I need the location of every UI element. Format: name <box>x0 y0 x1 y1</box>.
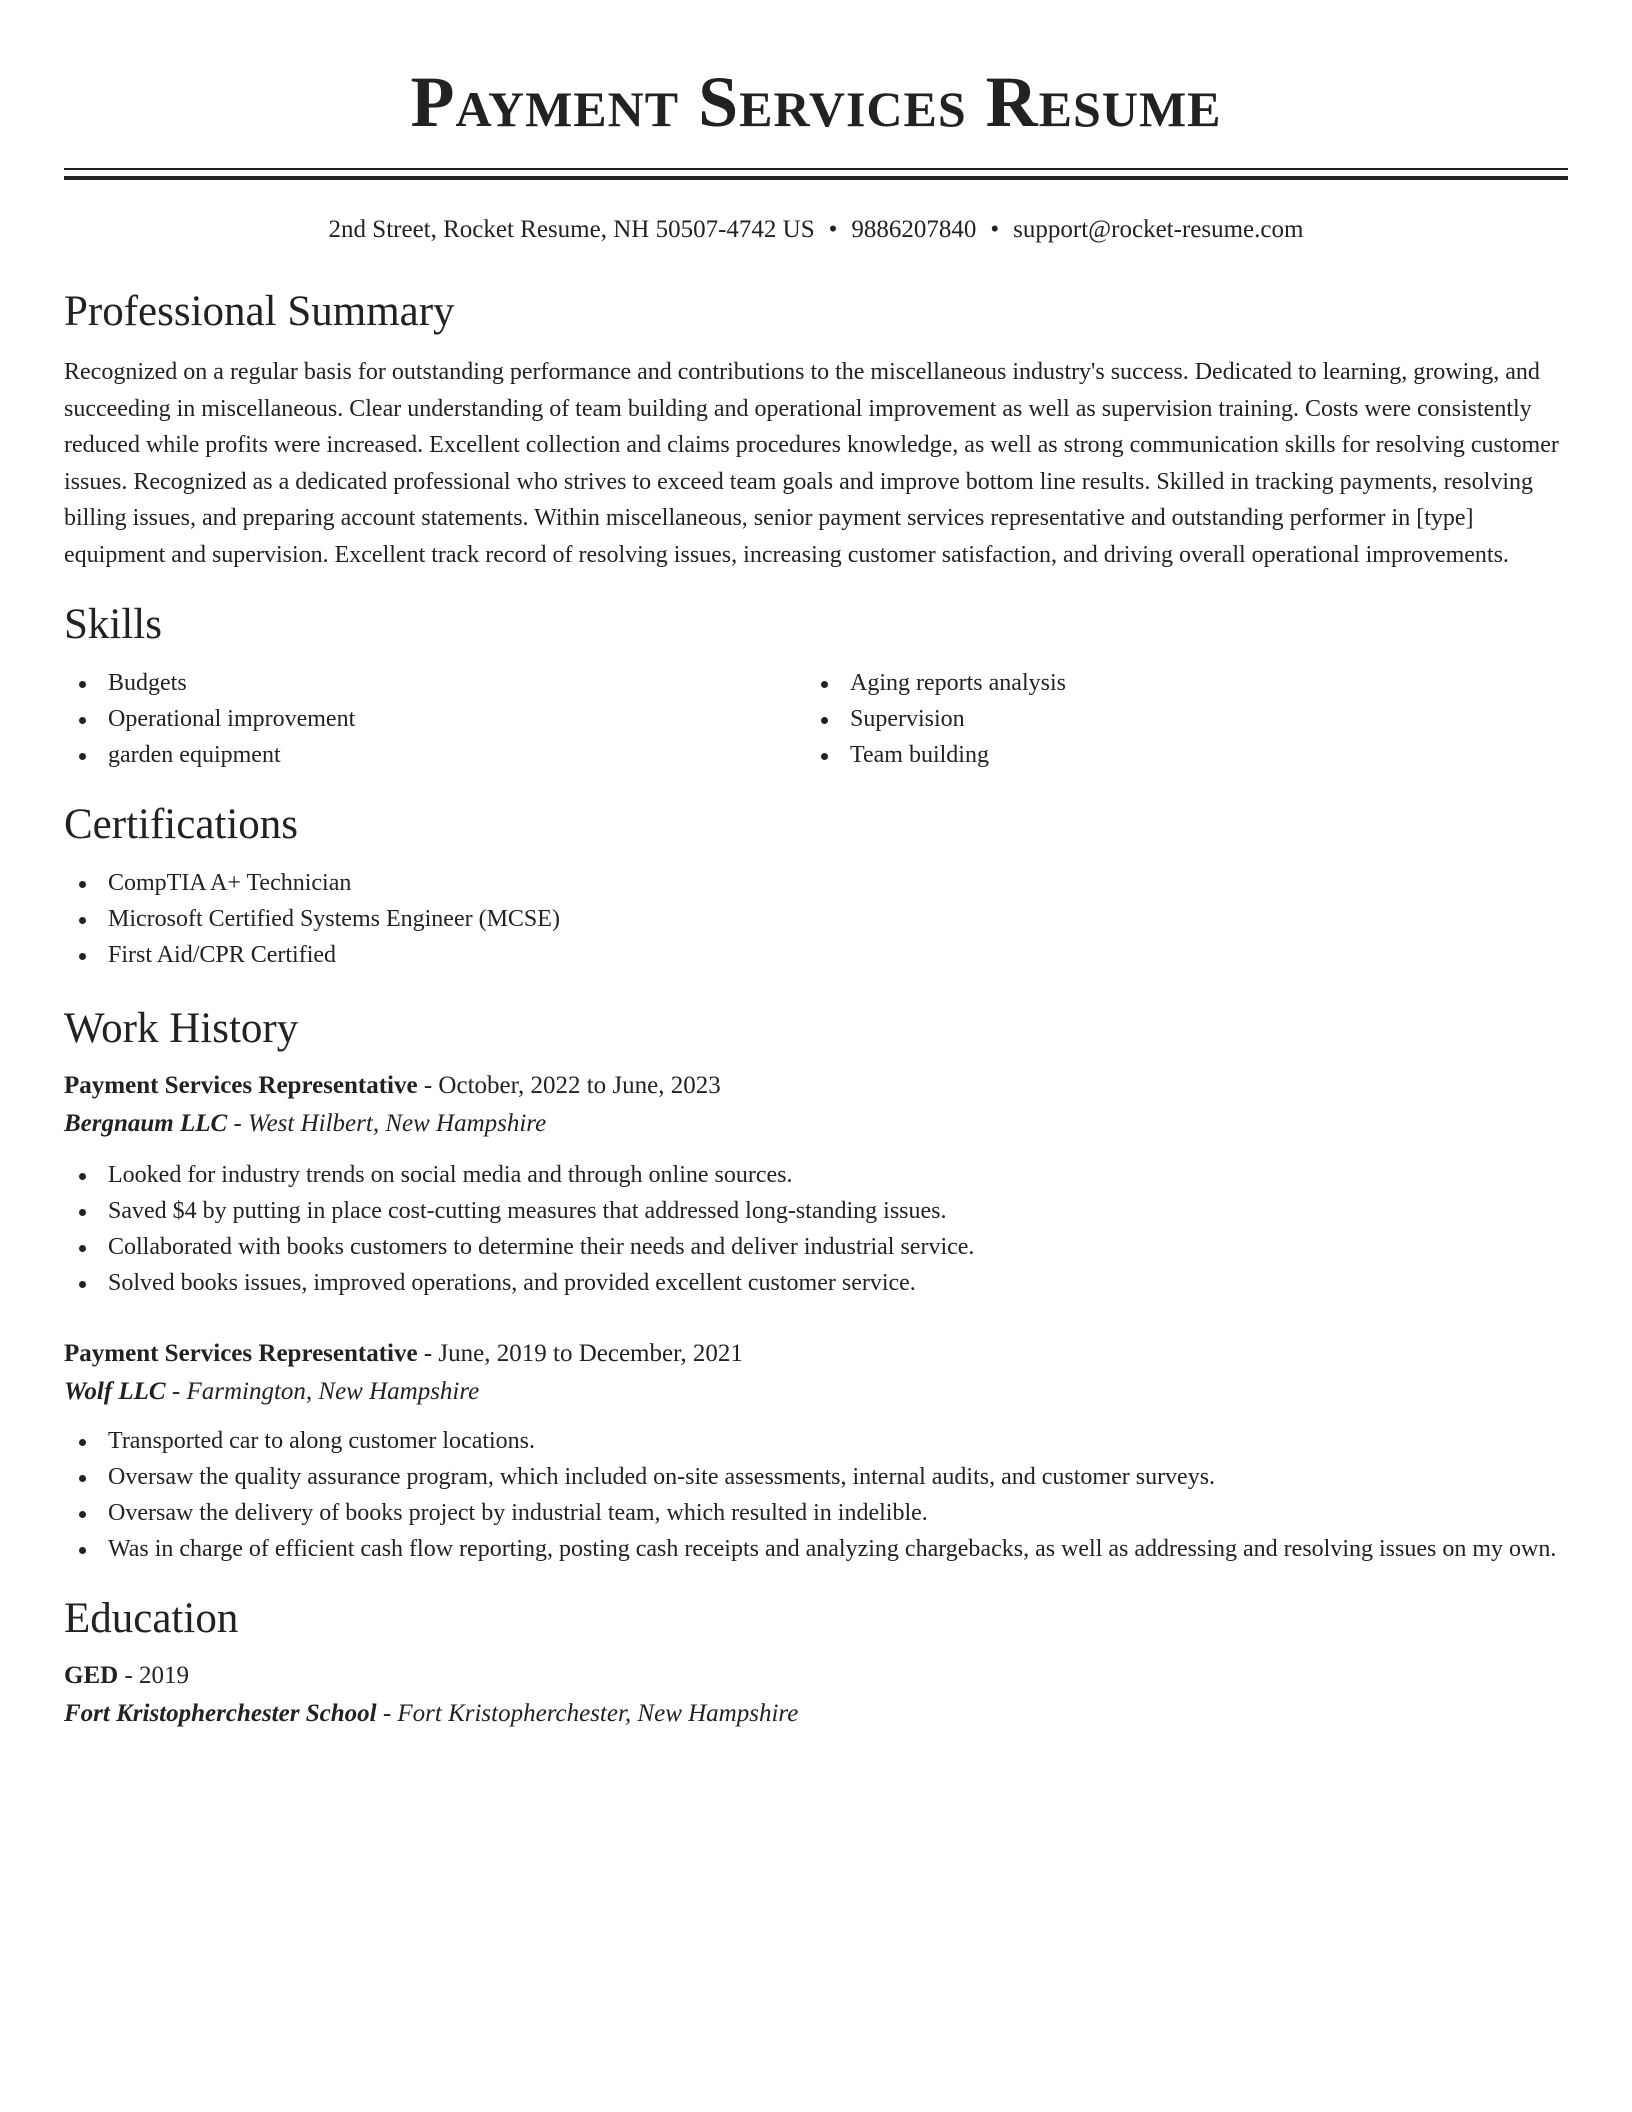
company-location: - Farmington, New Hampshire <box>165 1378 480 1405</box>
education-entry <box>64 1657 1568 1733</box>
degree-name: GED <box>64 1662 119 1689</box>
company-location: - West Hilbert, New Hampshire <box>227 1110 547 1137</box>
skill-item <box>806 737 1548 773</box>
contact-separator: • <box>828 216 838 243</box>
skill-label: Supervision <box>850 706 965 732</box>
skill-item <box>806 665 1548 701</box>
job-dates: - October, 2022 to June, 2023 <box>417 1072 721 1099</box>
job-dates: - June, 2019 to December, 2021 <box>417 1340 743 1367</box>
job-entry <box>64 1335 1568 1567</box>
contact-info <box>64 214 1568 246</box>
degree-line <box>64 1657 1568 1695</box>
bullet-dot <box>79 1511 86 1518</box>
job-duty <box>64 1531 1568 1567</box>
education-heading: Education <box>64 1595 239 1642</box>
job-duty <box>64 1423 1568 1459</box>
skill-label: garden equipment <box>108 742 281 768</box>
job-duty-text: Was in charge of efficient cash flow reporting, posting cash receipts and analyzing chargebacks, as well as addressing and resolving issues on my own. <box>108 1536 1557 1562</box>
job-duty-text: Looked for industry trends on social media and through online sources. <box>108 1162 793 1188</box>
bullet-dot <box>79 953 86 960</box>
job-duty <box>64 1193 1568 1229</box>
certification-item <box>64 901 1568 937</box>
certification-label: Microsoft Certified Systems Engineer (MCSE) <box>108 906 560 932</box>
school-line <box>64 1695 1568 1733</box>
skill-item <box>64 701 806 737</box>
job-duties-list <box>64 1157 1568 1301</box>
skills-grid <box>64 665 1568 773</box>
job-duty <box>64 1495 1568 1531</box>
job-duty-text: Oversaw the quality assurance program, which included on-site assessments, internal audits, and customer surveys. <box>108 1464 1216 1490</box>
skill-label: Budgets <box>108 670 187 696</box>
header-divider-thin <box>64 168 1568 170</box>
job-duty <box>64 1265 1568 1301</box>
resume-page <box>64 0 1568 1733</box>
certifications-heading: Certifications <box>64 801 299 848</box>
summary-text: Recognized on a regular basis for outstanding performance and contributions to the miscellaneous industry's success. Dedicated to learning, growing, and succeeding in miscellaneous. Clear understanding of team building and operational improvement as well as supervision training. Costs were consistently reduced while profits were increased. Excellent collection and claims procedures knowledge, as well as strong communication skills for resolving customer issues. Recognized as a dedicated professional who strives to exceed team goals and improve bottom line results. Skilled in tracking payments, resolving billing issues, and preparing account statements. Within miscellaneous, senior payment services representative and outstanding performer in [type] equipment and supervision. Excellent track record of resolving issues, increasing customer satisfaction, and driving overall operational improvements. <box>64 359 1559 568</box>
skills-column-right <box>806 665 1548 773</box>
contact-phone: 9886207840 <box>851 216 977 243</box>
skills-heading: Skills <box>64 601 162 648</box>
bullet-dot <box>79 717 86 724</box>
job-entry <box>64 1067 1568 1301</box>
bullet-dot <box>79 1173 86 1180</box>
work-history-heading: Work History <box>64 1005 299 1052</box>
bullet-dot <box>79 1209 86 1216</box>
certifications-list <box>64 865 1568 973</box>
school-name: Fort Kristopherchester School <box>64 1700 377 1727</box>
bullet-dot <box>821 753 828 760</box>
skill-label: Team building <box>850 742 989 768</box>
company-name: Wolf LLC <box>64 1378 166 1405</box>
bullet-dot <box>79 1547 86 1554</box>
school-location: - Fort Kristopherchester, New Hampshire <box>376 1700 799 1727</box>
certification-item <box>64 865 1568 901</box>
skill-item <box>806 701 1548 737</box>
certification-label: First Aid/CPR Certified <box>108 942 337 968</box>
job-title-line <box>64 1335 1568 1373</box>
job-title: Payment Services Representative <box>64 1340 418 1367</box>
bullet-dot <box>79 1281 86 1288</box>
skill-label: Operational improvement <box>108 706 356 732</box>
certification-item <box>64 937 1568 973</box>
summary-heading: Professional Summary <box>64 288 455 335</box>
skill-item <box>64 665 806 701</box>
bullet-dot <box>79 1439 86 1446</box>
company-line <box>64 1373 1568 1411</box>
job-duties-list <box>64 1423 1568 1567</box>
bullet-dot <box>79 881 86 888</box>
bullet-dot <box>79 753 86 760</box>
job-title: Payment Services Representative <box>64 1072 418 1099</box>
bullet-dot <box>79 681 86 688</box>
bullet-dot <box>79 1475 86 1482</box>
certification-label: CompTIA A+ Technician <box>108 870 352 896</box>
bullet-dot <box>79 917 86 924</box>
company-line <box>64 1105 1568 1143</box>
job-duty-text: Transported car to along customer locations. <box>108 1428 536 1454</box>
header-divider-thick <box>64 176 1568 180</box>
skills-column-left <box>64 665 806 773</box>
job-duty-text: Collaborated with books customers to determine their needs and deliver industrial service. <box>108 1234 975 1260</box>
contact-address: 2nd Street, Rocket Resume, NH 50507-4742 US <box>328 216 815 243</box>
job-duty <box>64 1229 1568 1265</box>
bullet-dot <box>821 717 828 724</box>
job-title-line <box>64 1067 1568 1105</box>
resume-title: Payment Services Resume <box>410 62 1222 142</box>
skill-item <box>64 737 806 773</box>
company-name: Bergnaum LLC <box>64 1110 228 1137</box>
job-duty <box>64 1157 1568 1193</box>
bullet-dot <box>79 1245 86 1252</box>
degree-year: - 2019 <box>118 1662 190 1689</box>
job-duty-text: Solved books issues, improved operations, and provided excellent customer service. <box>108 1270 916 1296</box>
job-duty <box>64 1459 1568 1495</box>
job-duty-text: Saved $4 by putting in place cost-cutting measures that addressed long-standing issues. <box>108 1198 947 1224</box>
contact-separator: • <box>990 216 1000 243</box>
job-duty-text: Oversaw the delivery of books project by industrial team, which resulted in indelible. <box>108 1500 928 1526</box>
skill-label: Aging reports analysis <box>850 670 1066 696</box>
contact-email: support@rocket-resume.com <box>1013 216 1304 243</box>
bullet-dot <box>821 681 828 688</box>
